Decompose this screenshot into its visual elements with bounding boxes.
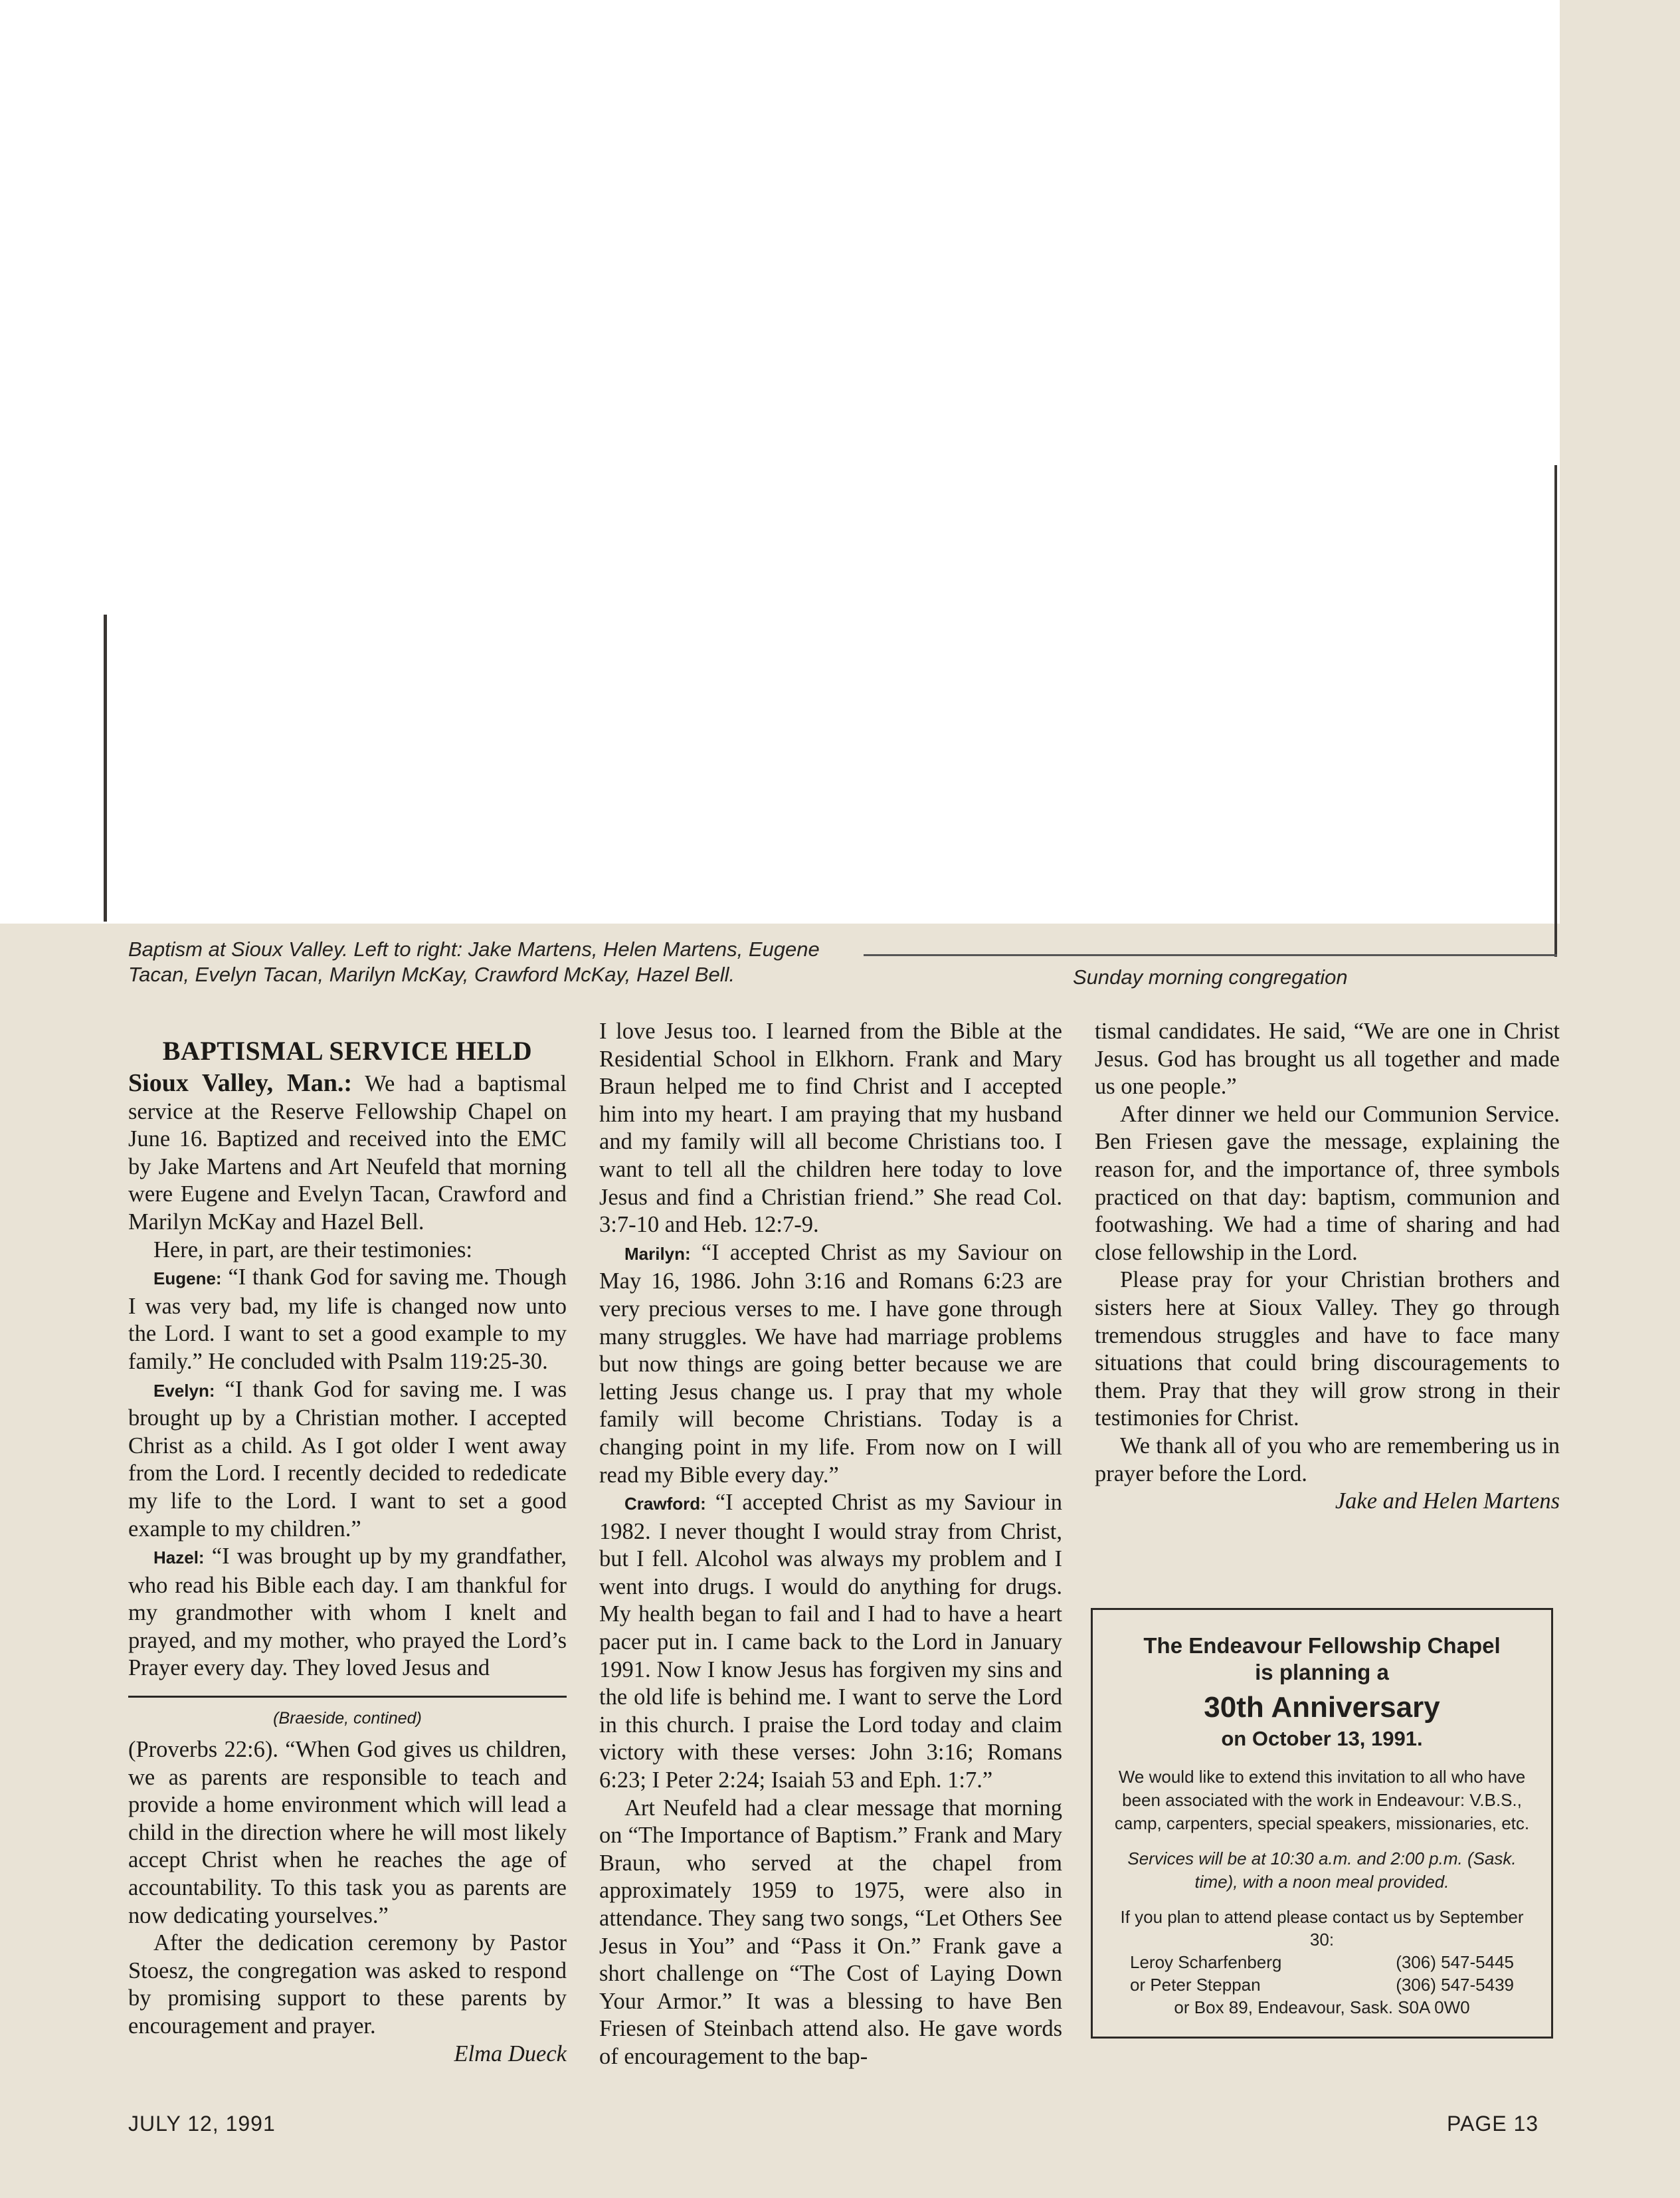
photo-caption-baptism: Baptism at Sioux Valley. Left to right: Jake Martens, Helen Martens, Eugene Tacan, Evelyn Tacan, Marilyn McKay, Crawford McKay, Hazel Bell. <box>128 938 820 986</box>
column3-paragraph-4: We thank all of you who are remembering us in prayer before the Lord. <box>1095 1433 1560 1486</box>
testimony-hazel-text: “I was brought up by my grandfather, who read his Bible each day. I am thankful for my grandmother with whom I knelt and prayed, and my mother, who prayed the Lord’s Prayer every day. They loved Jesus and <box>128 1544 567 1681</box>
art-neufeld-paragraph: Art Neufeld had a clear message that morning on “The Importance of Baptism.” Frank and Mary Braun, who served at the chapel from approximately 1959 to 1975, were also in attendance. They sang two songs, “Let Others See Jesus in You” and “Pass it On.” Frank gave a short challenge on “The Cost of Laying Down Your Armor.” It was a blessing to have Ben Friesen of Steinbach attend also. He gave words of encouragement to the bap- <box>599 1795 1062 2069</box>
anniversary-announcement-box <box>1091 1608 1553 2039</box>
testimony-evelyn-text: “I thank God for saving me. I was brought up by a Christian mother. I accepted Christ as a child. As I got older I went away from the Lord. I recently decided to rededicate my life to the Lord. I want to set a good example to my children.” <box>128 1376 567 1542</box>
photo-frame-bottom-rule <box>864 954 1557 956</box>
footer-date: JULY 12, 1991 <box>128 2112 276 2136</box>
ad-event-date: on October 13, 1991. <box>1221 1727 1423 1750</box>
testimony-eugene <box>128 1264 567 1375</box>
speaker-marilyn: Marilyn: <box>624 1243 691 1264</box>
column3-paragraph-1: tismal candidates. He said, “We are one in Christ Jesus. God has brought us all together and made us one people.” <box>1095 1019 1560 1100</box>
ad-contact-block <box>1110 1906 1534 2019</box>
photo-caption-congregation: Sunday morning congregation <box>1073 965 1348 989</box>
testimony-marilyn <box>599 1239 1062 1489</box>
article-signature: Jake and Helen Martens <box>1335 1488 1560 1514</box>
article-dateline: Sioux Valley, Man.: <box>128 1069 352 1097</box>
testimony-crawford-text: “I accepted Christ as my Saviour in 1982. I never thought I would stray from Christ, but I fell. Alcohol was always my problem and I went into drugs. I would do anything for drugs. My health began to fail and I had to have a heart pacer put in. I came back to the Lord in January 1991. Now I know Jesus has forgiven my sins and the old life is behind me. I want to serve the Lord in this church. I praise the Lord today and claim victory with these verses: John 3:16; Romans 6:23; I Peter 2:24; Isaiah 53 and Eph. 1:7.” <box>599 1490 1062 1793</box>
article-column-3 <box>1095 1018 1560 1516</box>
photo-frame-right-rule <box>1554 465 1557 957</box>
article-intro <box>128 1070 567 1237</box>
column3-paragraph-2: After dinner we held our Communion Service. Ben Friesen gave the message, explaining the reason for, and the importance of, three symbols practiced on that day: baptism, communion and footwashing. We had a time of sharing and had close fellowship in the Lord. <box>1095 1101 1560 1265</box>
ad-planning-line: is planning a <box>1255 1660 1389 1684</box>
ad-contact1-name: Leroy Scharfenberg <box>1130 1952 1282 1972</box>
article-headline: BAPTISMAL SERVICE HELD <box>162 1036 533 1066</box>
ad-services-times: Services will be at 10:30 a.m. and 2:00 p.m. (Sask. time), with a noon meal provided. <box>1127 1848 1517 1892</box>
speaker-evelyn: Evelyn: <box>153 1380 215 1401</box>
speaker-crawford: Crawford: <box>624 1494 706 1514</box>
braeside-continued-label: (Braeside, contined) <box>273 1709 422 1728</box>
ad-chapel-name: The Endeavour Fellowship Chapel <box>1143 1633 1501 1658</box>
ad-contact-row-1 <box>1110 1951 1534 1973</box>
ad-contact2-phone: (306) 547-5439 <box>1396 1975 1514 1995</box>
testimony-hazel-continued: I love Jesus too. I learned from the Bible at the Residential School in Elkhorn. Frank and Mary Braun helped me to find Christ and I accepted him into my heart. I am praying that my husband and my family will all become Christians too. I want to tell all the children here today to love Jesus and find a Christian friend.” She read Col. 3:7-10 and Heb. 12:7-9. <box>599 1019 1062 1238</box>
testimonies-intro: Here, in part, are their testimonies: <box>153 1237 472 1262</box>
braeside-paragraph-1: (Proverbs 22:6). “When God gives us children, we as parents are responsible to teach and provide a home environment which will lead a child in the direction where he will most likely accept Christ when he reaches the age of accountability. To this task you as parents are now dedicating yourselves.” <box>128 1737 567 1928</box>
photo-frame-left-rule <box>104 615 107 922</box>
braeside-signature: Elma Dueck <box>454 2041 567 2066</box>
testimony-marilyn-text: “I accepted Christ as my Saviour on May 16, 1986. John 3:16 and Romans 6:23 are very precious verses to me. I have gone through many struggles. We have had marriage problems but now things are going better because we are letting Jesus change us. I pray that my whole family will become Christians. Today is a changing point in my life. From now on I will read my Bible every day.” <box>599 1239 1062 1488</box>
testimony-evelyn <box>128 1376 567 1544</box>
ad-mailing-address: or Box 89, Endeavour, Sask. S0A 0W0 <box>1174 1997 1470 2017</box>
braeside-paragraph-2: After the dedication ceremony by Pastor Stoesz, the congregation was asked to respond by promising support to these parents by encouragement and prayer. <box>128 1930 567 2039</box>
article-column-1 <box>128 1011 567 2068</box>
photo-area <box>0 0 1560 924</box>
article-column-2 <box>599 1018 1062 2071</box>
ad-invitation: We would like to extend this invitation to all who have been associated with the work in Endeavour: V.B.S., camp, carpenters, special speakers, missionaries, etc. <box>1114 1767 1530 1833</box>
testimony-crawford <box>599 1489 1062 1795</box>
ad-contact-intro: If you plan to attend please contact us by September 30: <box>1120 1907 1524 1949</box>
ad-contact-row-2 <box>1110 1973 1534 1996</box>
article-intro-text: We had a baptismal service at the Reserve Fellowship Chapel on June 16. Baptized and received into the EMC by Jake Martens and Art Neufeld that morning were Eugene and Evelyn Tacan, Crawford and Marilyn McKay and Hazel Bell. <box>128 1071 567 1235</box>
footer-page-number: PAGE 13 <box>1447 2112 1539 2136</box>
testimony-eugene-text: “I thank God for saving me. Though I was very bad, my life is changed now unto the Lord. I want to set a good example to my family.” He concluded with Psalm 119:25-30. <box>128 1264 567 1374</box>
section-divider <box>128 1696 567 1698</box>
speaker-hazel: Hazel: <box>153 1548 205 1568</box>
column3-paragraph-3: Please pray for your Christian brothers and sisters here at Sioux Valley. They go through tremendous struggles and have to face many situations that could bring discouragements to them. Pray that they will grow strong in their testimonies for Christ. <box>1095 1267 1560 1431</box>
ad-anniversary-title: 30th Anniversary <box>1204 1691 1440 1724</box>
testimony-hazel <box>128 1543 567 1682</box>
speaker-eugene: Eugene: <box>153 1268 222 1289</box>
ad-contact2-name: or Peter Steppan <box>1130 1975 1261 1995</box>
ad-contact1-phone: (306) 547-5445 <box>1396 1952 1514 1972</box>
